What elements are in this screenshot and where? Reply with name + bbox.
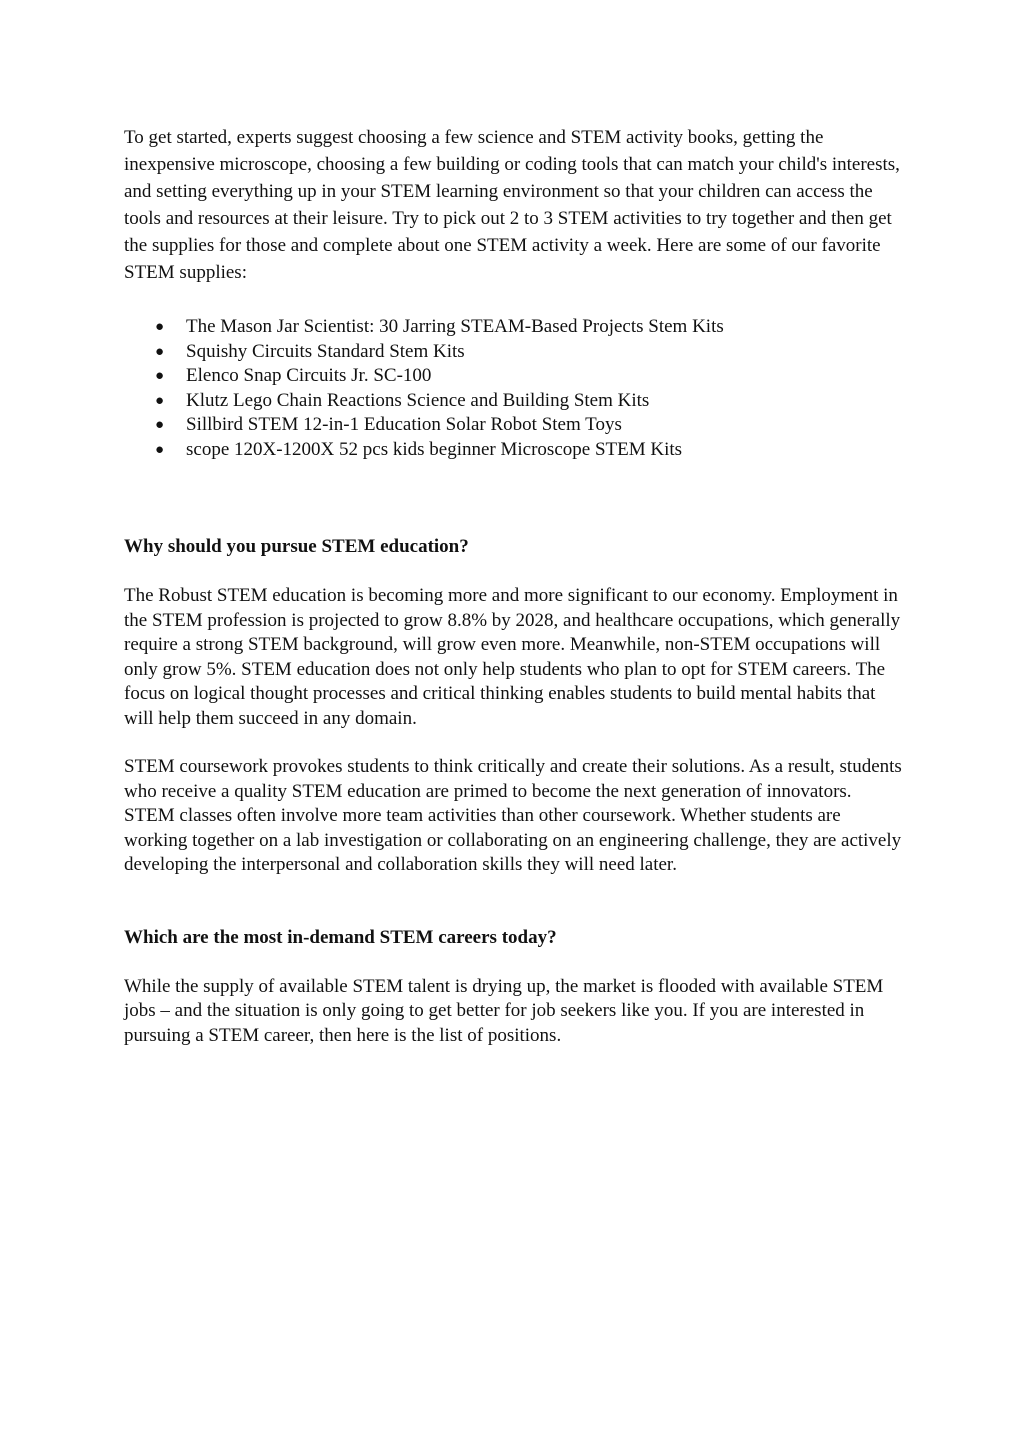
section-heading-careers: Which are the most in-demand STEM careers today?	[124, 926, 557, 948]
bullet-icon: ●	[155, 319, 165, 335]
careers-paragraph-1: While the supply of available STEM talent is drying up, the market is flooded with available STEM jobs – and the situation is only going to get better for job seekers like you. If you are interested in pursuing a STEM career, then here is the list of positions.	[124, 975, 884, 1046]
list-item: ● Sillbird STEM 12-in-1 Education Solar Robot Stem Toys	[124, 413, 904, 438]
list-item: ● The Mason Jar Scientist: 30 Jarring STEAM-Based Projects Stem Kits	[124, 315, 904, 340]
list-item: ● Elenco Snap Circuits Jr. SC-100	[124, 364, 904, 389]
bullet-icon: ●	[155, 368, 165, 384]
document-page	[124, 124, 904, 1048]
list-item: ● scope 120X-1200X 52 pcs kids beginner Microscope STEM Kits	[124, 438, 904, 463]
bullet-icon: ●	[155, 417, 165, 433]
intro-paragraph: To get started, experts suggest choosing a few science and STEM activity books, getting the inexpensive microscope, choosing a few building or coding tools that can match your child's interests, and setting everything up in your STEM learning environment so that your children can access the tools and resources at their leisure. Try to pick out 2 to 3 STEM activities to try together and then get the supplies for those and complete about one STEM activity a week. Here are some of our favorite STEM supplies:	[124, 127, 900, 283]
section-heading-why: Why should you pursue STEM education?	[124, 536, 469, 557]
bullet-icon: ●	[155, 392, 165, 409]
why-paragraph-1: The Robust STEM education is becoming more and more significant to our economy. Employment in the STEM profession is projected to grow 8.8% by 2028, and healthcare occupations, which generally require a strong STEM background, will grow even more. Meanwhile, non-STEM occupations will only grow 5%. STEM education does not only help students who plan to opt for STEM careers. The focus on logical thought processes and critical thinking enables students to build mental habits that will help them succeed in any domain.	[124, 585, 901, 729]
bullet-icon: ●	[155, 343, 165, 360]
list-item: ● Squishy Circuits Standard Stem Kits	[124, 340, 904, 365]
bullet-icon: ●	[155, 441, 165, 458]
list-item: ● Klutz Lego Chain Reactions Science and Building Stem Kits	[124, 389, 904, 414]
supplies-list	[124, 315, 904, 462]
why-paragraph-2: STEM coursework provokes students to think critically and create their solutions. As a result, students who receive a quality STEM education are primed to become the next generation of innovators. STEM classes often involve more team activities than other coursework. Whether students are working together on a lab investigation or collaborating on an engineering challenge, they are actively developing the interpersonal and collaboration skills they will need later.	[124, 756, 902, 875]
